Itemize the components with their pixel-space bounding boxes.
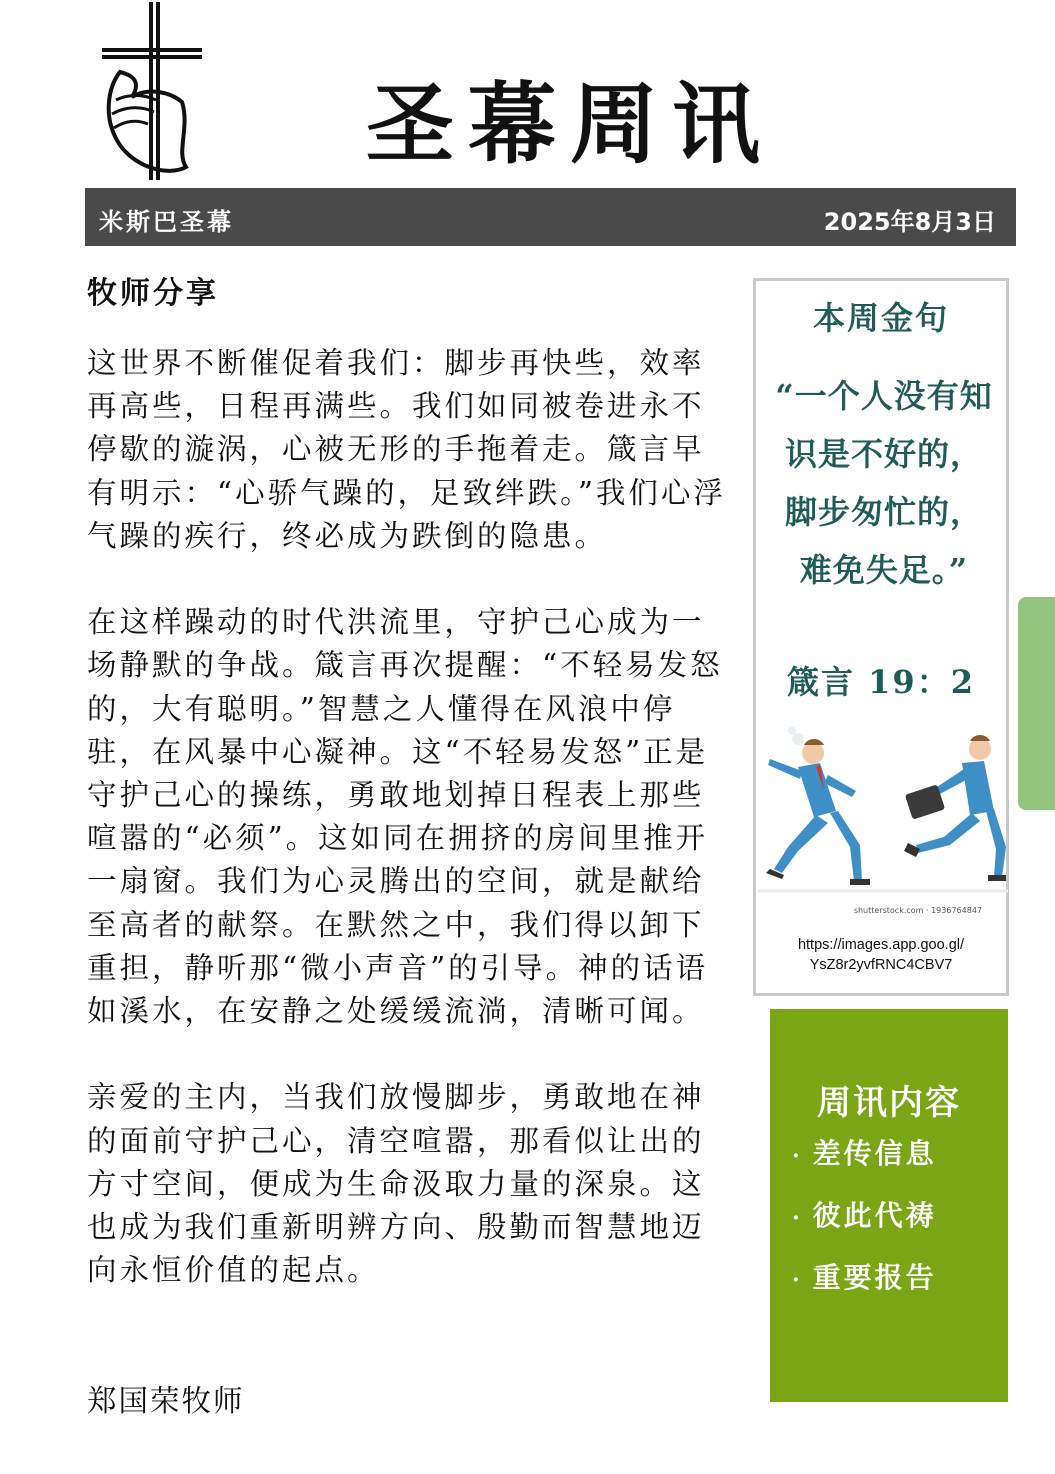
running-businessmen-illustration: [758, 719, 1008, 909]
cross-flame-icon: [98, 2, 208, 182]
section-title: 牧师分享: [87, 276, 219, 311]
article-paragraph: 亲爱的主内，当我们放慢脚步，勇敢地在神的面前守护己心，清空喧嚣，那看似让出的方寸空间，便成为生命汲取力量的深泉。这也成为我们重新明辨方向、殷勤而智慧地迈向永恒价值的起点。: [87, 1080, 705, 1288]
newsletter-title: 圣幕周讯: [365, 73, 774, 176]
church-logo: [98, 2, 208, 182]
contents-item: [792, 1195, 937, 1257]
pastor-article: [87, 342, 735, 1336]
bullet-icon: ·: [792, 1143, 803, 1169]
church-name: 米斯巴圣幕: [99, 208, 234, 236]
contents-item: [792, 1257, 937, 1319]
contents-item-label: 彼此代祷: [812, 1199, 937, 1232]
header-band: [85, 188, 1016, 246]
article-paragraph: 在这样躁动的时代洪流里，守护己心成为一场静默的争战。箴言再次提醒：“不轻易发怒的，大有聪明。”智慧之人懂得在风浪中停驻，在风暴中心凝神。这“不轻易发怒”正是守护己心的操练，勇敢地划掉日程表上那些喧嚣的“必须”。这如同在拥挤的房间里推开一扇窗。我们为心灵腾出的空间，就是献给至高者的献祭。在默然之中，我们得以卸下重担，静听那“微小声音”的引导。神的话语如溪水，在安静之处缓缓流淌，清晰可闻。: [87, 605, 723, 1029]
contents-item-label: 差传信息: [812, 1137, 937, 1170]
contents-list: [792, 1133, 937, 1319]
url-line: https://images.app.goo.gl/: [797, 937, 965, 953]
verse-text: “一个人没有知识是不好的，脚步匆忙的，难免失足。”: [775, 377, 993, 589]
article-paragraph: 这世界不断催促着我们：脚步再快些，效率再高些，日程再满些。我们如同被卷进永不停歇的漩涡，心被无形的手拖着走。箴言早有明示：“心骄气躁的，足致绊跌。”我们心浮气躁的疾行，终必成为跌倒的隐患。: [87, 346, 726, 553]
issue-date: 2025年8月3日: [823, 208, 996, 236]
bullet-icon: ·: [792, 1267, 803, 1293]
contents-item-label: 重要报告: [812, 1261, 937, 1294]
newsletter-contents-box: [770, 1009, 1008, 1402]
contents-item: [792, 1133, 937, 1195]
image-credit: shutterstock.com · 1936764847: [853, 906, 982, 915]
url-line: YsZ8r2yvfRNC4CBV7: [809, 957, 953, 973]
verse-heading: 本周金句: [812, 299, 949, 337]
image-source-url[interactable]: [756, 935, 1006, 975]
verse-reference: 箴言 19：2: [787, 663, 975, 701]
side-tab: [1018, 597, 1055, 810]
verse-of-week-box: [753, 278, 1009, 996]
pastor-signature: 郑国荣牧师: [87, 1384, 245, 1418]
contents-title: 周讯内容: [817, 1083, 961, 1123]
bullet-icon: ·: [792, 1205, 803, 1231]
